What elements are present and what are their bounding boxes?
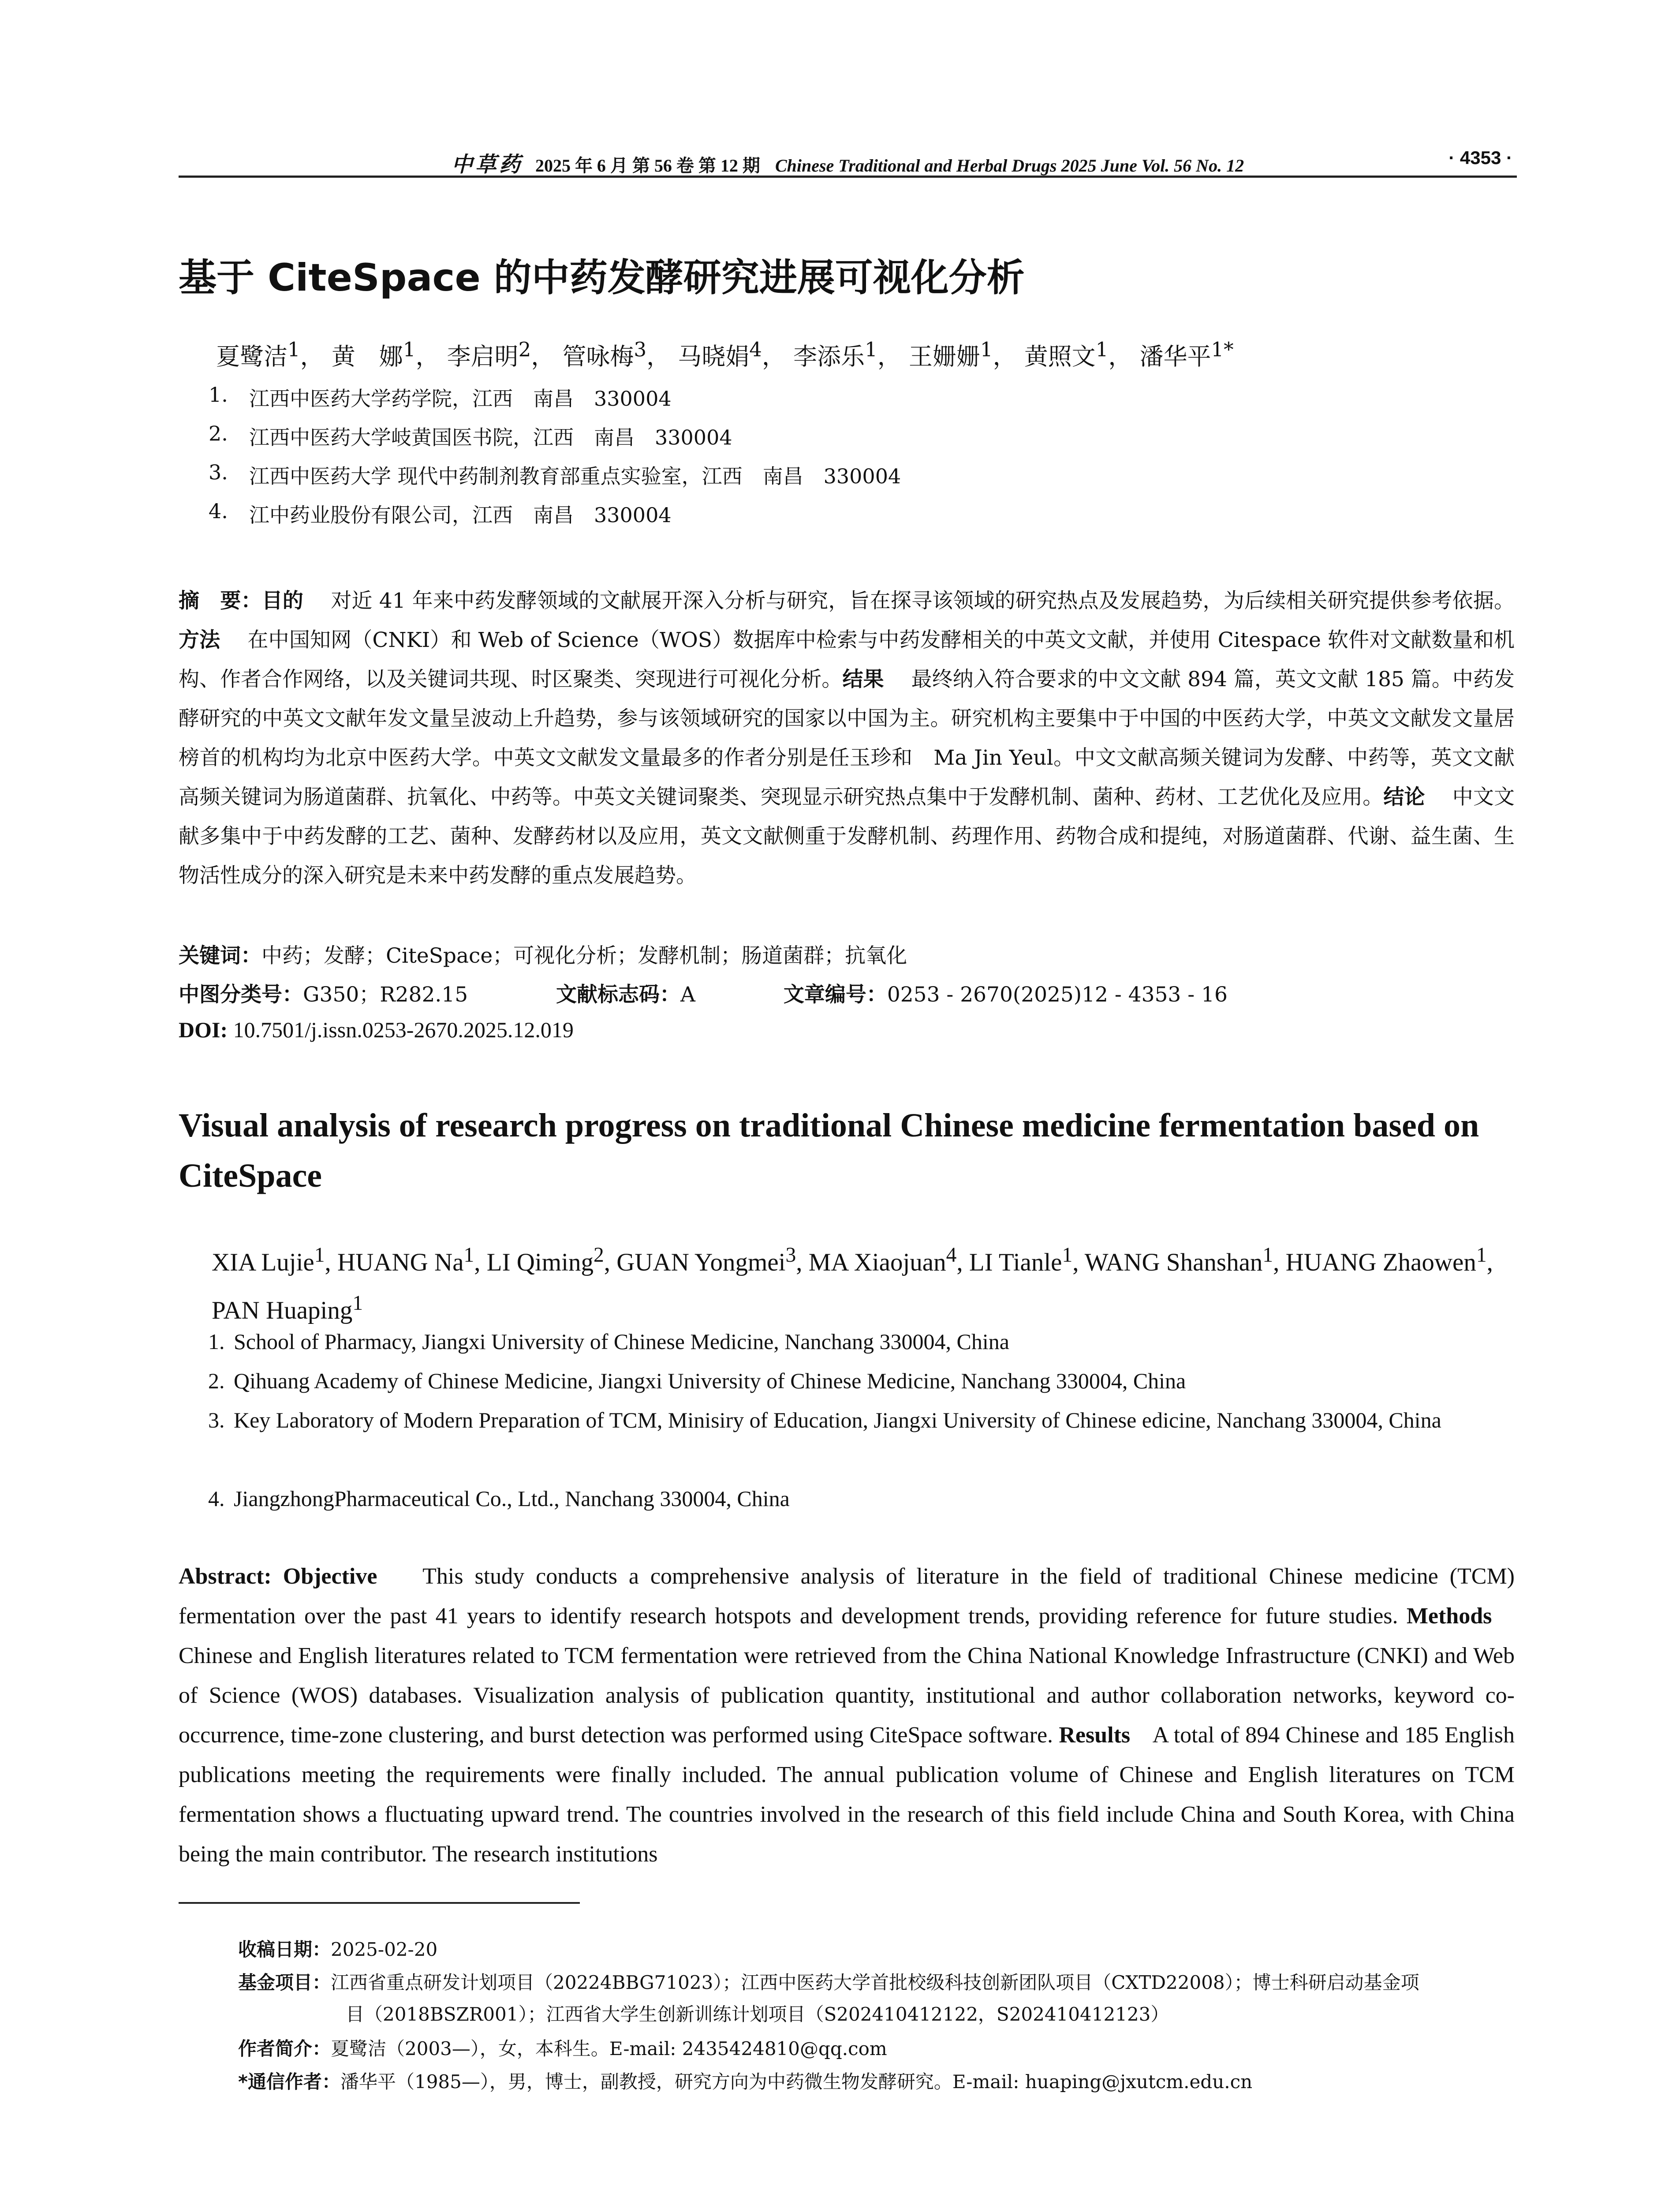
received-date: 2025-02-20 (331, 1939, 438, 1960)
doi-line (179, 1017, 574, 1043)
methods-label: Methods (1406, 1603, 1492, 1629)
author-affil-sup: 1 (865, 338, 877, 361)
fund-text-continued: 目（2018BSZR001）；江西省大学生创新训练计划项目（S202410412122，S202410412123） (346, 2003, 1169, 2025)
affiliation-text: 江西中医药大学岐黄国医书院，江西 南昌 330004 (249, 426, 732, 449)
author-name: MA Xiaojuan (808, 1248, 946, 1276)
english-author-list: XIA Lujie$^1$, HUANG Na$^1$, LI Qiming$^2$, GUAN Yongmei$^3$, MA Xiaojuan$^4$, LI Tianle$^1$, WANG Shanshan$^1$, HUANG Zhaowen$^1$, PAN Huaping$^1$ (212, 1244, 1493, 1324)
author-affil-sup: 3 (634, 338, 647, 361)
footnote-divider (179, 1902, 580, 1904)
running-head (179, 144, 1517, 178)
conclusion-label: 结论 (1383, 785, 1425, 809)
fund-note (238, 1967, 1517, 2030)
author-affil-sup: 1 (980, 338, 993, 361)
english-abstract (179, 1557, 1515, 1874)
author-affil-sup: 1 (1062, 1244, 1073, 1267)
author-name: 黄照文 (1024, 343, 1096, 370)
methods-text: Chinese and English literatures related to TCM fermentation were retrieved from the China National Knowledge Infrastructure (CNKI) and Web of Science (WOS) databases. Visualization analysis of publication quantity, institutional and author collaboration networks, keyword co-occurrence, time-zone clustering, and burst detection was performed using CiteSpace software. (179, 1643, 1515, 1748)
chinese-affiliation (209, 383, 672, 412)
author-name: 李添乐 (793, 343, 865, 370)
english-affiliation (208, 1479, 1517, 1518)
english-affiliation (208, 1401, 1517, 1440)
author-name: 李启明 (447, 343, 519, 370)
corresponding-label: *通信作者： (238, 2071, 340, 2093)
author-affil-sup: 1 (1095, 338, 1109, 361)
author-bio-note (238, 2033, 1517, 2065)
english-affiliation (208, 1361, 1517, 1401)
affiliation-number: 2. (209, 422, 228, 445)
author-affil-sup: 1 (287, 338, 300, 361)
classification-line (179, 978, 1228, 1008)
results-text: A total of 894 Chinese and 185 English publications meeting the requirements were finally included. The annual publication volume of Chinese and English literatures on TCM fermentation shows a fluctuating upward trend. The countries involved in the research of this field include China and South Korea, with China being the main contributor. The research institutions (179, 1723, 1515, 1867)
affiliation-number: 3. (209, 460, 228, 484)
english-affiliation (208, 1322, 1517, 1361)
doc-code-label: 文献标志码： (556, 983, 681, 1007)
fund-label: 基金项目： (238, 1972, 331, 1993)
objective-text: This study conducts a comprehensive analysis of literature in the field of traditional Chinese medicine (TCM) fermentation over the past 41 years to identify research hotspots and development trends, providing reference for future studies. (179, 1564, 1515, 1629)
doi-label: DOI: (179, 1017, 228, 1042)
affiliation-number: 2. (208, 1368, 225, 1393)
affiliation-text: Key Laboratory of Modern Preparation of TCM, Minisiry of Education, Jiangxi University of Chinese edicine, Nanchang 330004, China (234, 1408, 1441, 1432)
author-name: LI Qiming (486, 1248, 594, 1276)
journal-header (179, 147, 1517, 178)
chinese-affiliation (209, 422, 732, 451)
keywords-label: 关键词： (179, 944, 261, 968)
author-affil-sup: 1 (314, 1244, 325, 1267)
chinese-author-list: 夏鹭洁$^1$， 黄 娜$^1$， 李启明$^2$， 管咏梅$^3$， 马晓娟$^4$， 李添乐$^1$， 王姗姗$^1$， 黄照文$^1$， 潘华平$^{1*}$ (216, 338, 1234, 370)
conclusion-text: 中文文献多集中于中药发酵的工艺、菌种、发酵药材以及应用，英文文献侧重于发酵机制、药理作用、药物合成和提纯，对肠道菌群、代谢、益生菌、生物活性成分的深入研究是未来中药发酵的重点发展趋势。 (179, 785, 1515, 888)
clc-value: G350；R282.15 (303, 983, 468, 1007)
article-number-value: 0253 - 2670(2025)12 - 4353 - 16 (887, 983, 1228, 1007)
methods-text: 在中国知网（CNKI）和 Web of Science（WOS）数据库中检索与中药发酵相关的中英文文献，并使用 Citespace 软件对文献数量和机构、作者合作网络，以及关键词共现、时区聚类、突现进行可视化分析。 (179, 628, 1515, 691)
chinese-abstract (179, 581, 1515, 895)
author-name: HUANG Na (337, 1248, 464, 1276)
author-name: 马晓娟 (678, 343, 750, 370)
affiliation-text: Qihuang Academy of Chinese Medicine, Jiangxi University of Chinese Medicine, Nanchang 330004, China (234, 1368, 1186, 1393)
journal-logo: 中草药 (451, 153, 523, 176)
doi-value: 10.7501/j.issn.0253-2670.2025.12.019 (233, 1017, 574, 1042)
author-name: GUAN Yongmei (616, 1248, 786, 1276)
fund-text: 江西省重点研发计划项目（20224BBG71023）；江西中医药大学首批校级科技创新团队项目（CXTD22008）；博士科研启动基金项 (331, 1972, 1419, 1993)
chinese-title: 基于 CiteSpace 的中药发酵研究进展可视化分析 (179, 256, 1025, 300)
chinese-affiliation (209, 499, 672, 528)
author-affil-sup: 3 (785, 1244, 796, 1267)
author-affil-sup: 4 (946, 1244, 957, 1267)
author-affil-sup: 2 (518, 338, 531, 361)
affiliation-number: 4. (209, 499, 228, 523)
keywords-text: 中药；发酵；CiteSpace；可视化分析；发酵机制；肠道菌群；抗氧化 (261, 944, 907, 968)
affiliation-text: JiangzhongPharmaceutical Co., Ltd., Nanchang 330004, China (234, 1486, 790, 1511)
author-name: LI Tianle (969, 1248, 1062, 1276)
journal-english-info: Chinese Traditional and Herbal Drugs 2025 June Vol. 56 No. 12 (775, 156, 1244, 176)
journal-issue-info: 2025 年 6 月 第 56 卷 第 12 期 (535, 156, 760, 176)
author-name: XIA Lujie (212, 1248, 314, 1276)
author-name: 潘华平 (1139, 343, 1211, 370)
received-label: 收稿日期： (238, 1939, 331, 1960)
author-affil-sup: 1 (1262, 1244, 1273, 1267)
author-name: PAN Huaping (212, 1297, 353, 1324)
affiliation-number: 1. (208, 1329, 225, 1354)
corresponding-text: 潘华平（1985—），男，博士，副教授，研究方向为中药微生物发酵研究。E-mail: huaping@jxutcm.edu.cn (340, 2071, 1253, 2093)
methods-label: 方法 (179, 628, 220, 652)
article-number-label: 文章编号： (783, 983, 887, 1007)
affiliation-text: 江中药业股份有限公司，江西 南昌 330004 (249, 503, 672, 527)
author-name: 夏鹭洁 (216, 343, 287, 370)
author-bio-label: 作者简介： (238, 2038, 331, 2059)
author-bio-text: 夏鹭洁（2003—），女，本科生。E-mail: 2435424810@qq.com (331, 2038, 887, 2059)
abstract-label: 摘 要： (179, 589, 262, 613)
page-number: · 4353 · (1449, 147, 1512, 168)
keywords-line (179, 939, 907, 969)
author-affil-sup: 1 (352, 1292, 363, 1315)
author-affil-sup: 2 (593, 1244, 604, 1267)
author-affil-sup: 1* (1211, 338, 1234, 361)
affiliation-text: 江西中医药大学 现代中药制剂教育部重点实验室，江西 南昌 330004 (249, 464, 901, 488)
author-affil-sup: 1 (1476, 1244, 1487, 1267)
author-name: 王姗姗 (908, 343, 980, 370)
results-label: Results (1059, 1723, 1131, 1748)
author-name: HUANG Zhaowen (1285, 1248, 1476, 1276)
author-affil-sup: 1 (463, 1244, 474, 1267)
author-affil-sup: 1 (403, 338, 416, 361)
affiliation-text: School of Pharmacy, Jiangxi University of Chinese Medicine, Nanchang 330004, China (234, 1329, 1009, 1354)
affiliation-number: 3. (208, 1408, 225, 1432)
affiliation-text: 江西中医药大学药学院，江西 南昌 330004 (249, 387, 672, 411)
author-name: 管咏梅 (562, 343, 634, 370)
corresponding-author-note (238, 2066, 1517, 2098)
received-date-note (238, 1934, 1517, 1966)
results-text: 最终纳入符合要求的中文文献 894 篇，英文文献 185 篇。中药发酵研究的中英文文献年发文量呈波动上升趋势，参与该领域研究的国家以中国为主。研究机构主要集中于中国的中医药大学，中英文文献发文量居榜首的机构均为北京中医药大学。中英文文献发文量最多的作者分别是任玉珍和 Ma Jin Yeul。中文文献高频关键词为发酵、中药等，英文文献高频关键词为肠道菌群、抗氧化、中药等。中英文关键词聚类、突现显示研究热点集中于发酵机制、菌种、药材、工艺优化及应用。 (179, 667, 1515, 809)
author-affil-sup: 4 (749, 338, 762, 361)
author-name: 黄 娜 (331, 343, 403, 370)
results-label: 结果 (842, 667, 884, 691)
objective-label: 目的 (261, 589, 304, 613)
english-title: Visual analysis of research progress on traditional Chinese medicine fermentation based on CiteSpace (179, 1107, 1479, 1194)
affiliation-number: 4. (208, 1486, 225, 1511)
affiliation-number: 1. (209, 383, 228, 407)
author-name: WANG Shanshan (1084, 1248, 1263, 1276)
doc-code-value: A (680, 983, 695, 1007)
abstract-label: Abstract: (179, 1564, 272, 1589)
objective-label: Objective (283, 1564, 377, 1589)
clc-label: 中图分类号： (179, 983, 303, 1007)
objective-text: 对近 41 年来中药发酵领域的文献展开深入分析与研究，旨在探寻该领域的研究热点及发展趋势，为后续相关研究提供参考依据。 (331, 589, 1515, 613)
chinese-affiliation (209, 460, 901, 490)
